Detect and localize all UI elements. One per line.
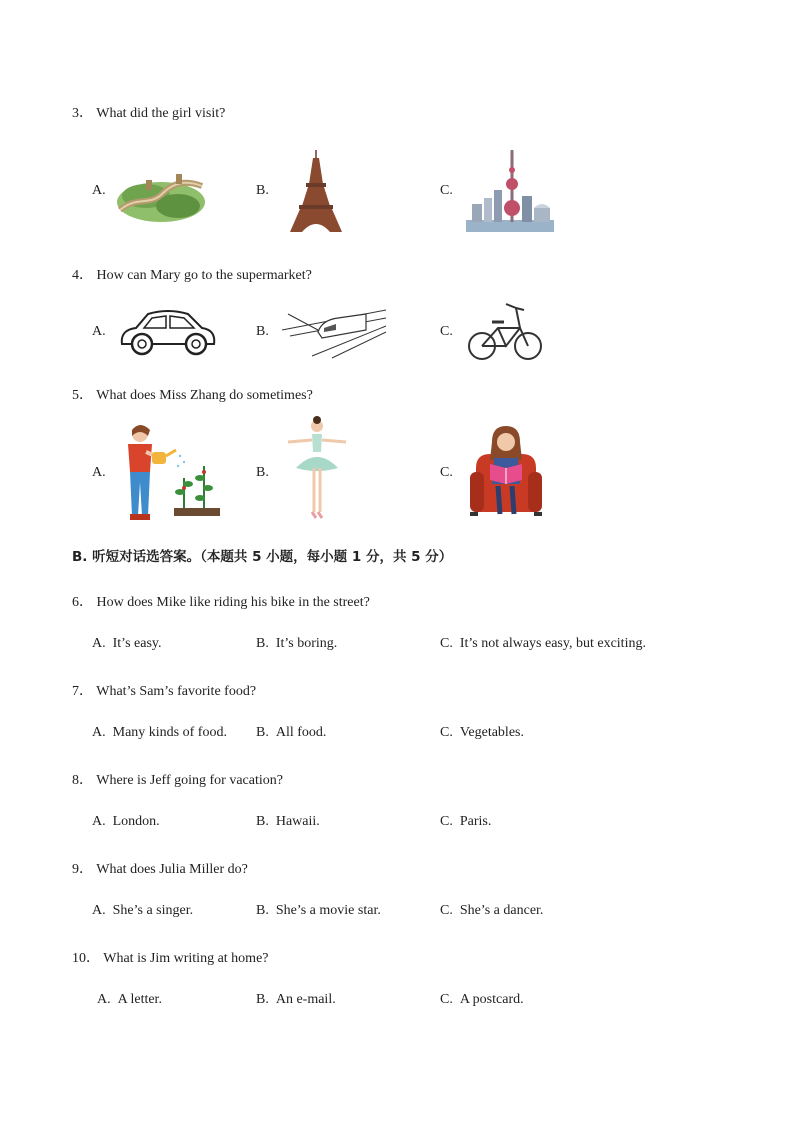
question-number: 9 — [72, 862, 79, 877]
question-number: 7 — [72, 684, 79, 699]
section-b-heading: B. 听短对话选答案。（本题共 5 小题，每小题 1 分，共 5 分） — [72, 549, 453, 565]
bicycle-icon — [466, 300, 546, 362]
train-icon — [282, 306, 386, 358]
option-b: B. All food. — [256, 725, 327, 740]
question-number: 4 — [72, 268, 79, 283]
option-label-c: C. — [440, 183, 453, 198]
question-text: What did the girl visit? — [96, 106, 226, 121]
option-c: C. Vegetables. — [440, 725, 524, 740]
option-c: C. She’s a dancer. — [440, 903, 544, 918]
question-9: 9． What does Julia Miller do? — [72, 862, 248, 877]
question-text: What is Jim writing at home? — [103, 951, 269, 966]
question-number: 3 — [72, 106, 79, 121]
question-text: Where is Jeff going for vacation? — [96, 773, 283, 788]
option-b: B. It’s boring. — [256, 636, 338, 651]
question-text: What’s Sam’s favorite food? — [96, 684, 257, 699]
question-6: 6． How does Mike like riding his bike in the street? — [72, 595, 370, 610]
option-label-b: B. — [256, 183, 269, 198]
shanghai-skyline-icon — [466, 150, 554, 232]
question-number: 6 — [72, 595, 79, 610]
reading-in-armchair-icon — [470, 424, 542, 518]
option-label-c: C. — [440, 324, 453, 339]
option-label-c: C. — [440, 465, 453, 480]
option-label-a: A. — [92, 324, 106, 339]
question-text: What does Julia Miller do? — [96, 862, 248, 877]
option-c: C. It’s not always easy, but exciting. — [440, 636, 646, 651]
great-wall-icon — [116, 166, 206, 226]
ballet-dancer-icon — [284, 416, 350, 520]
option-a: A. She’s a singer. — [92, 903, 194, 918]
watering-plants-icon — [118, 422, 222, 522]
question-4: 4． How can Mary go to the supermarket? — [72, 268, 312, 283]
option-a: A. London. — [92, 814, 160, 829]
option-b: B. Hawaii. — [256, 814, 320, 829]
option-b: B. An e-mail. — [256, 992, 336, 1007]
question-10: 10． What is Jim writing at home? — [72, 951, 269, 966]
option-a: A. Many kinds of food. — [92, 725, 227, 740]
question-8: 8． Where is Jeff going for vacation? — [72, 773, 283, 788]
eiffel-tower-icon — [290, 150, 342, 232]
option-c: C. A postcard. — [440, 992, 524, 1007]
option-b: B. She’s a movie star. — [256, 903, 381, 918]
option-label-a: A. — [92, 465, 106, 480]
option-label-b: B. — [256, 324, 269, 339]
question-number: 8 — [72, 773, 79, 788]
option-c: C. Paris. — [440, 814, 492, 829]
question-number: 5 — [72, 388, 79, 403]
question-3: 3． What did the girl visit? — [72, 106, 226, 121]
option-a: A. A letter. — [97, 992, 162, 1007]
question-text: How can Mary go to the supermarket? — [96, 268, 312, 283]
question-text: What does Miss Zhang do sometimes? — [96, 388, 313, 403]
question-7: 7． What’s Sam’s favorite food? — [72, 684, 257, 699]
question-text: How does Mike like riding his bike in the street? — [96, 595, 370, 610]
question-number: 10 — [72, 951, 86, 966]
car-icon — [118, 308, 218, 356]
question-5: 5． What does Miss Zhang do sometimes? — [72, 388, 313, 403]
option-label-b: B. — [256, 465, 269, 480]
option-a: A. It’s easy. — [92, 636, 162, 651]
option-label-a: A. — [92, 183, 106, 198]
